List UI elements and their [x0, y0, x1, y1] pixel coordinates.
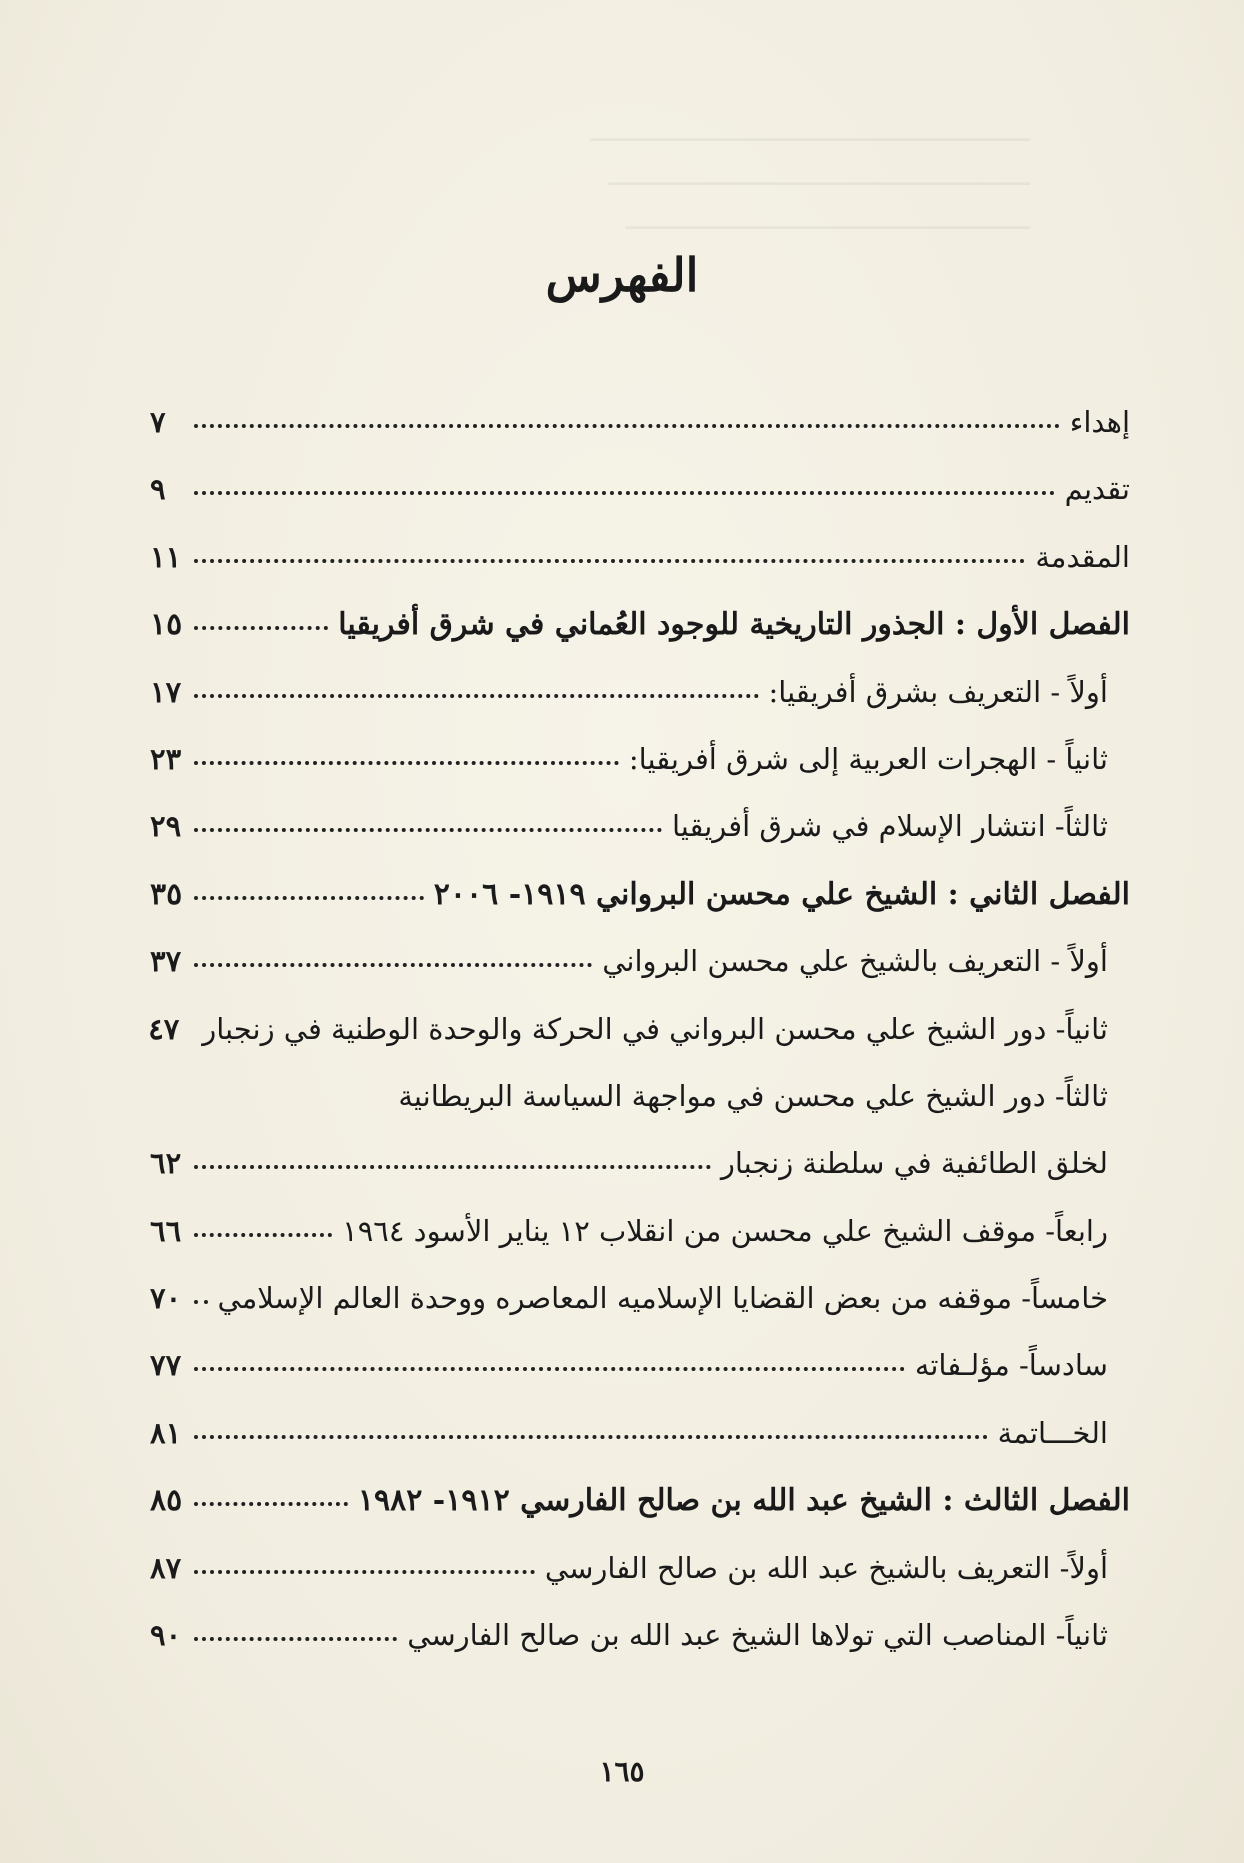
toc-entry[interactable] [150, 405, 1130, 472]
toc-entry-page: ١٧ [150, 674, 182, 709]
toc-entry[interactable] [150, 809, 1130, 876]
toc-entry-label: خامساً- موقفه من بعض القضايا الإسلاميه المعاصره ووحدة العالم الإسلامي [217, 1281, 1108, 1316]
toc-entry-page: ٩ [150, 472, 166, 507]
toc-entry-label: ثانياً- المناصب التي تولاها الشيخ عبد الله بن صالح الفارسي [407, 1618, 1108, 1653]
toc-entry[interactable] [150, 472, 1130, 539]
toc-entry[interactable] [150, 1146, 1130, 1213]
toc-entry-label: الفصل الأول : الجذور التاريخية للوجود العُماني في شرق أفريقيا [338, 607, 1130, 643]
toc-entry-label: الخـــاتمة [997, 1415, 1108, 1450]
toc-entry[interactable] [150, 1551, 1130, 1618]
dot-leader [194, 1165, 711, 1169]
table-of-contents [150, 405, 1130, 1685]
toc-entry[interactable] [150, 1079, 1130, 1146]
toc-entry[interactable] [150, 1012, 1130, 1079]
toc-entry-page: ٨١ [150, 1415, 182, 1450]
dot-leader [194, 1502, 348, 1506]
toc-entry-label: تقديم [1064, 472, 1130, 507]
dot-leader [194, 626, 328, 630]
dot-leader [194, 1367, 905, 1371]
dot-leader [194, 1233, 332, 1237]
toc-entry-page: ٦٢ [150, 1146, 182, 1181]
dot-leader [194, 1637, 397, 1641]
toc-entry-label: أولاً - التعريف بشرق أفريقيا: [768, 674, 1108, 709]
toc-entry-label: ثالثاً- دور الشيخ علي محسن في مواجهة السياسة البريطانية [398, 1078, 1108, 1113]
toc-entry-page: ٢٣ [150, 741, 182, 776]
toc-entry-page: ٣٧ [150, 944, 182, 979]
toc-entry-label: أولاً - التعريف بالشيخ علي محسن البرواني [602, 944, 1108, 979]
dot-leader [194, 491, 1055, 495]
toc-entry[interactable] [150, 1214, 1130, 1281]
toc-entry-label: ثانياً - الهجرات العربية إلى شرق أفريقيا: [628, 741, 1108, 776]
toc-entry-label: الفصل الثاني : الشيخ علي محسن البرواني ١٩١٩- ٢٠٠٦ [433, 876, 1130, 912]
toc-entry-label: الفصل الثالث : الشيخ عبد الله بن صالح الفارسي ١٩١٢- ١٩٨٢ [357, 1483, 1130, 1519]
dot-leader [194, 828, 662, 832]
toc-chapter-entry[interactable] [150, 1483, 1130, 1550]
toc-entry-page: ٨٧ [150, 1550, 182, 1585]
toc-entry-page: ١١ [150, 539, 182, 574]
dot-leader [194, 963, 592, 967]
toc-entry-label: المقدمة [1035, 539, 1130, 574]
dot-leader [194, 559, 1025, 563]
toc-entry-label: ثانياً- دور الشيخ علي محسن البرواني في الحركة والوحدة الوطنية في زنجبار [202, 1011, 1108, 1046]
toc-entry[interactable] [150, 742, 1130, 809]
toc-entry-label: إهداء [1069, 405, 1130, 439]
toc-entry[interactable] [150, 1416, 1130, 1483]
toc-entry-page: ٧٧ [150, 1348, 182, 1383]
dot-leader [194, 424, 1060, 428]
show-through-background: ــــــــــــــــــــــــــــــــــــــــــــــــــ ــــــــــــــــــــــــــــــــــــــــــــــــ ــــــــــــــــــــــــــــــــــــــــــــــ [590, 114, 1030, 237]
dot-leader [194, 896, 424, 900]
toc-entry-page: ٩٠ [150, 1618, 182, 1653]
toc-entry-label: لخلق الطائفية في سلطنة زنجبار [720, 1146, 1108, 1181]
toc-entry-page: ٤٧ [148, 1011, 180, 1046]
toc-entry-page: ٢٩ [150, 809, 182, 844]
toc-entry[interactable] [150, 1618, 1130, 1685]
dot-leader [194, 1300, 208, 1304]
toc-entry-page: ٦٦ [150, 1213, 182, 1248]
dot-leader [194, 694, 759, 698]
toc-title: الفهرس [545, 248, 699, 302]
toc-entry[interactable] [150, 540, 1130, 607]
dot-leader [194, 1570, 535, 1574]
toc-entry[interactable] [150, 675, 1130, 742]
dot-leader [194, 761, 619, 765]
toc-entry-label: ثالثاً- انتشار الإسلام في شرق أفريقيا [671, 809, 1108, 844]
dot-leader [194, 1435, 988, 1439]
toc-chapter-entry[interactable] [150, 877, 1130, 944]
toc-entry[interactable] [150, 1281, 1130, 1348]
toc-entry-label: سادساً- مؤلـفاته [914, 1348, 1108, 1383]
toc-entry-label: أولاً- التعريف بالشيخ عبد الله بن صالح الفارسي [544, 1550, 1108, 1585]
toc-entry[interactable] [150, 1348, 1130, 1415]
toc-entry-label: رابعاً- موقف الشيخ علي محسن من انقلاب ١٢ يناير الأسود ١٩٦٤ [342, 1213, 1108, 1248]
toc-chapter-entry[interactable] [150, 607, 1130, 674]
toc-entry-page: ١٥ [150, 607, 183, 643]
toc-entry-page: ٧٠ [150, 1281, 182, 1316]
toc-entry[interactable] [150, 944, 1130, 1011]
toc-entry-page: ٣٥ [150, 876, 183, 912]
page-number: ١٦٥ [599, 1755, 645, 1788]
toc-entry-page: ٨٥ [150, 1483, 183, 1519]
toc-entry-page: ٧ [150, 405, 166, 439]
